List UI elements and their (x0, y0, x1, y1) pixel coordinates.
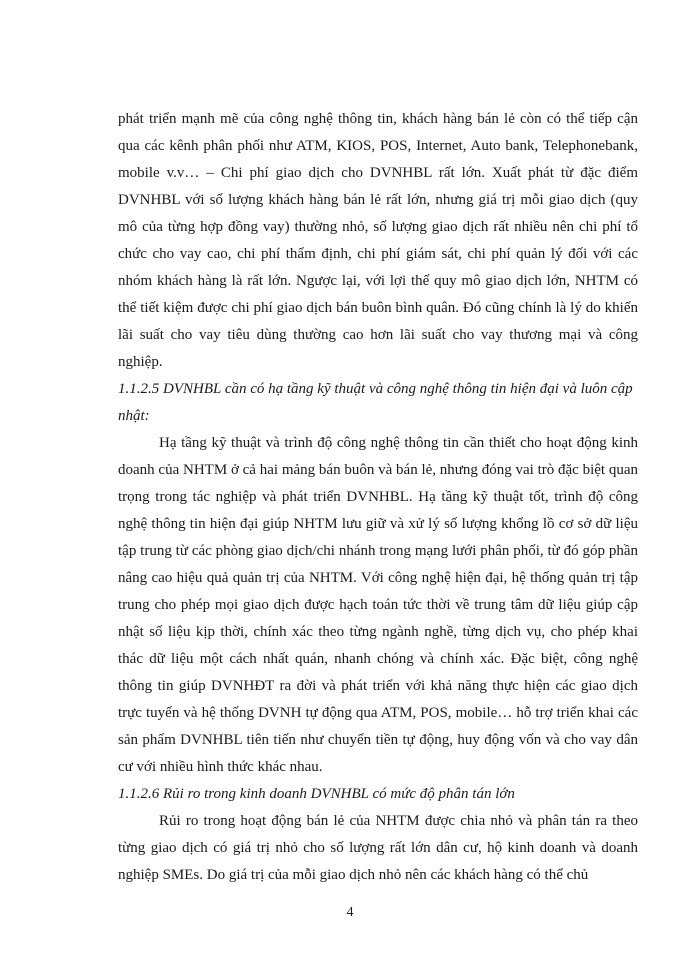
paragraph-risk: Rủi ro trong hoạt động bán lẻ của NHTM được chia nhỏ và phân tán ra theo từng giao dịch có giá trị nhỏ cho số lượng rất lớn dân cư, hộ kinh doanh và doanh nghiệp SMEs. Do giá trị của mỗi giao dịch nhỏ nên các khách hàng có thể chủ (118, 813, 638, 883)
page-content (118, 106, 638, 889)
heading-1-1-2-5: 1.1.2.5 DVNHBL cần có hạ tầng kỹ thuật và công nghệ thông tin hiện đại và luôn cập nhật: (118, 381, 633, 424)
paragraph-infrastructure: Hạ tầng kỹ thuật và trình độ công nghệ thông tin cần thiết cho hoạt động kinh doanh của NHTM ở cả hai mảng bán buôn và bán lẻ, nhưng đóng vai trò đặc biệt quan trọng trong tác nghiệp và phát triển DVNHBL. Hạ tầng kỹ thuật tốt, trình độ công nghệ thông tin hiện đại giúp NHTM lưu giữ và xử lý số lượng khổng lồ cơ sở dữ liệu tập trung từ các phòng giao dịch/chi nhánh trong mạng lưới phân phối, từ đó góp phần nâng cao hiệu quả quản trị của NHTM. Với công nghệ hiện đại, hệ thống quản trị tập trung cho phép mọi giao dịch được hạch toán tức thời về trung tâm dữ liệu giúp cập nhật số liệu kịp thời, chính xác theo từng ngành nghề, từng dịch vụ, cho phép khai thác dữ liệu một cách nhất quán, nhanh chóng và chính xác. Đặc biệt, công nghệ thông tin giúp DVNHĐT ra đời và phát triển với khả năng thực hiện các giao dịch trực tuyến và hệ thống DVNH tự động qua ATM, POS, mobile… hỗ trợ triển khai các sản phẩm DVNHBL tiên tiến như chuyển tiền tự động, huy động vốn và cho vay dân cư với nhiều hình thức khác nhau. (118, 435, 638, 775)
paragraph-retail-costs: phát triển mạnh mẽ của công nghệ thông tin, khách hàng bán lẻ còn có thể tiếp cận qua các kênh phân phối như ATM, KIOS, POS, Internet, Auto bank, Telephonebank, mobile v.v… – Chi phí giao dịch cho DVNHBL rất lớn. Xuất phát từ đặc điểm DVNHBL với số lượng khách hàng bán lẻ rất lớn, nhưng giá trị mỗi giao dịch (quy mô của từng hợp đồng vay) thường nhỏ, số lượng giao dịch rất nhiều nên chi phí tổ chức cho vay cao, chi phí thẩm định, chi phí giám sát, chi phí quản lý đối với các nhóm khách hàng là rất lớn. Ngược lại, với lợi thế quy mô giao dịch lớn, NHTM có thể tiết kiệm được chi phí giao dịch bán buôn bình quân. Đó cũng chính là lý do khiến lãi suất cho vay tiêu dùng thường cao hơn lãi suất cho vay thương mại và công nghiệp. (118, 111, 638, 370)
page-number: 4 (346, 905, 354, 920)
heading-1-1-2-6: 1.1.2.6 Rủi ro trong kinh doanh DVNHBL có mức độ phân tán lớn (118, 786, 515, 802)
